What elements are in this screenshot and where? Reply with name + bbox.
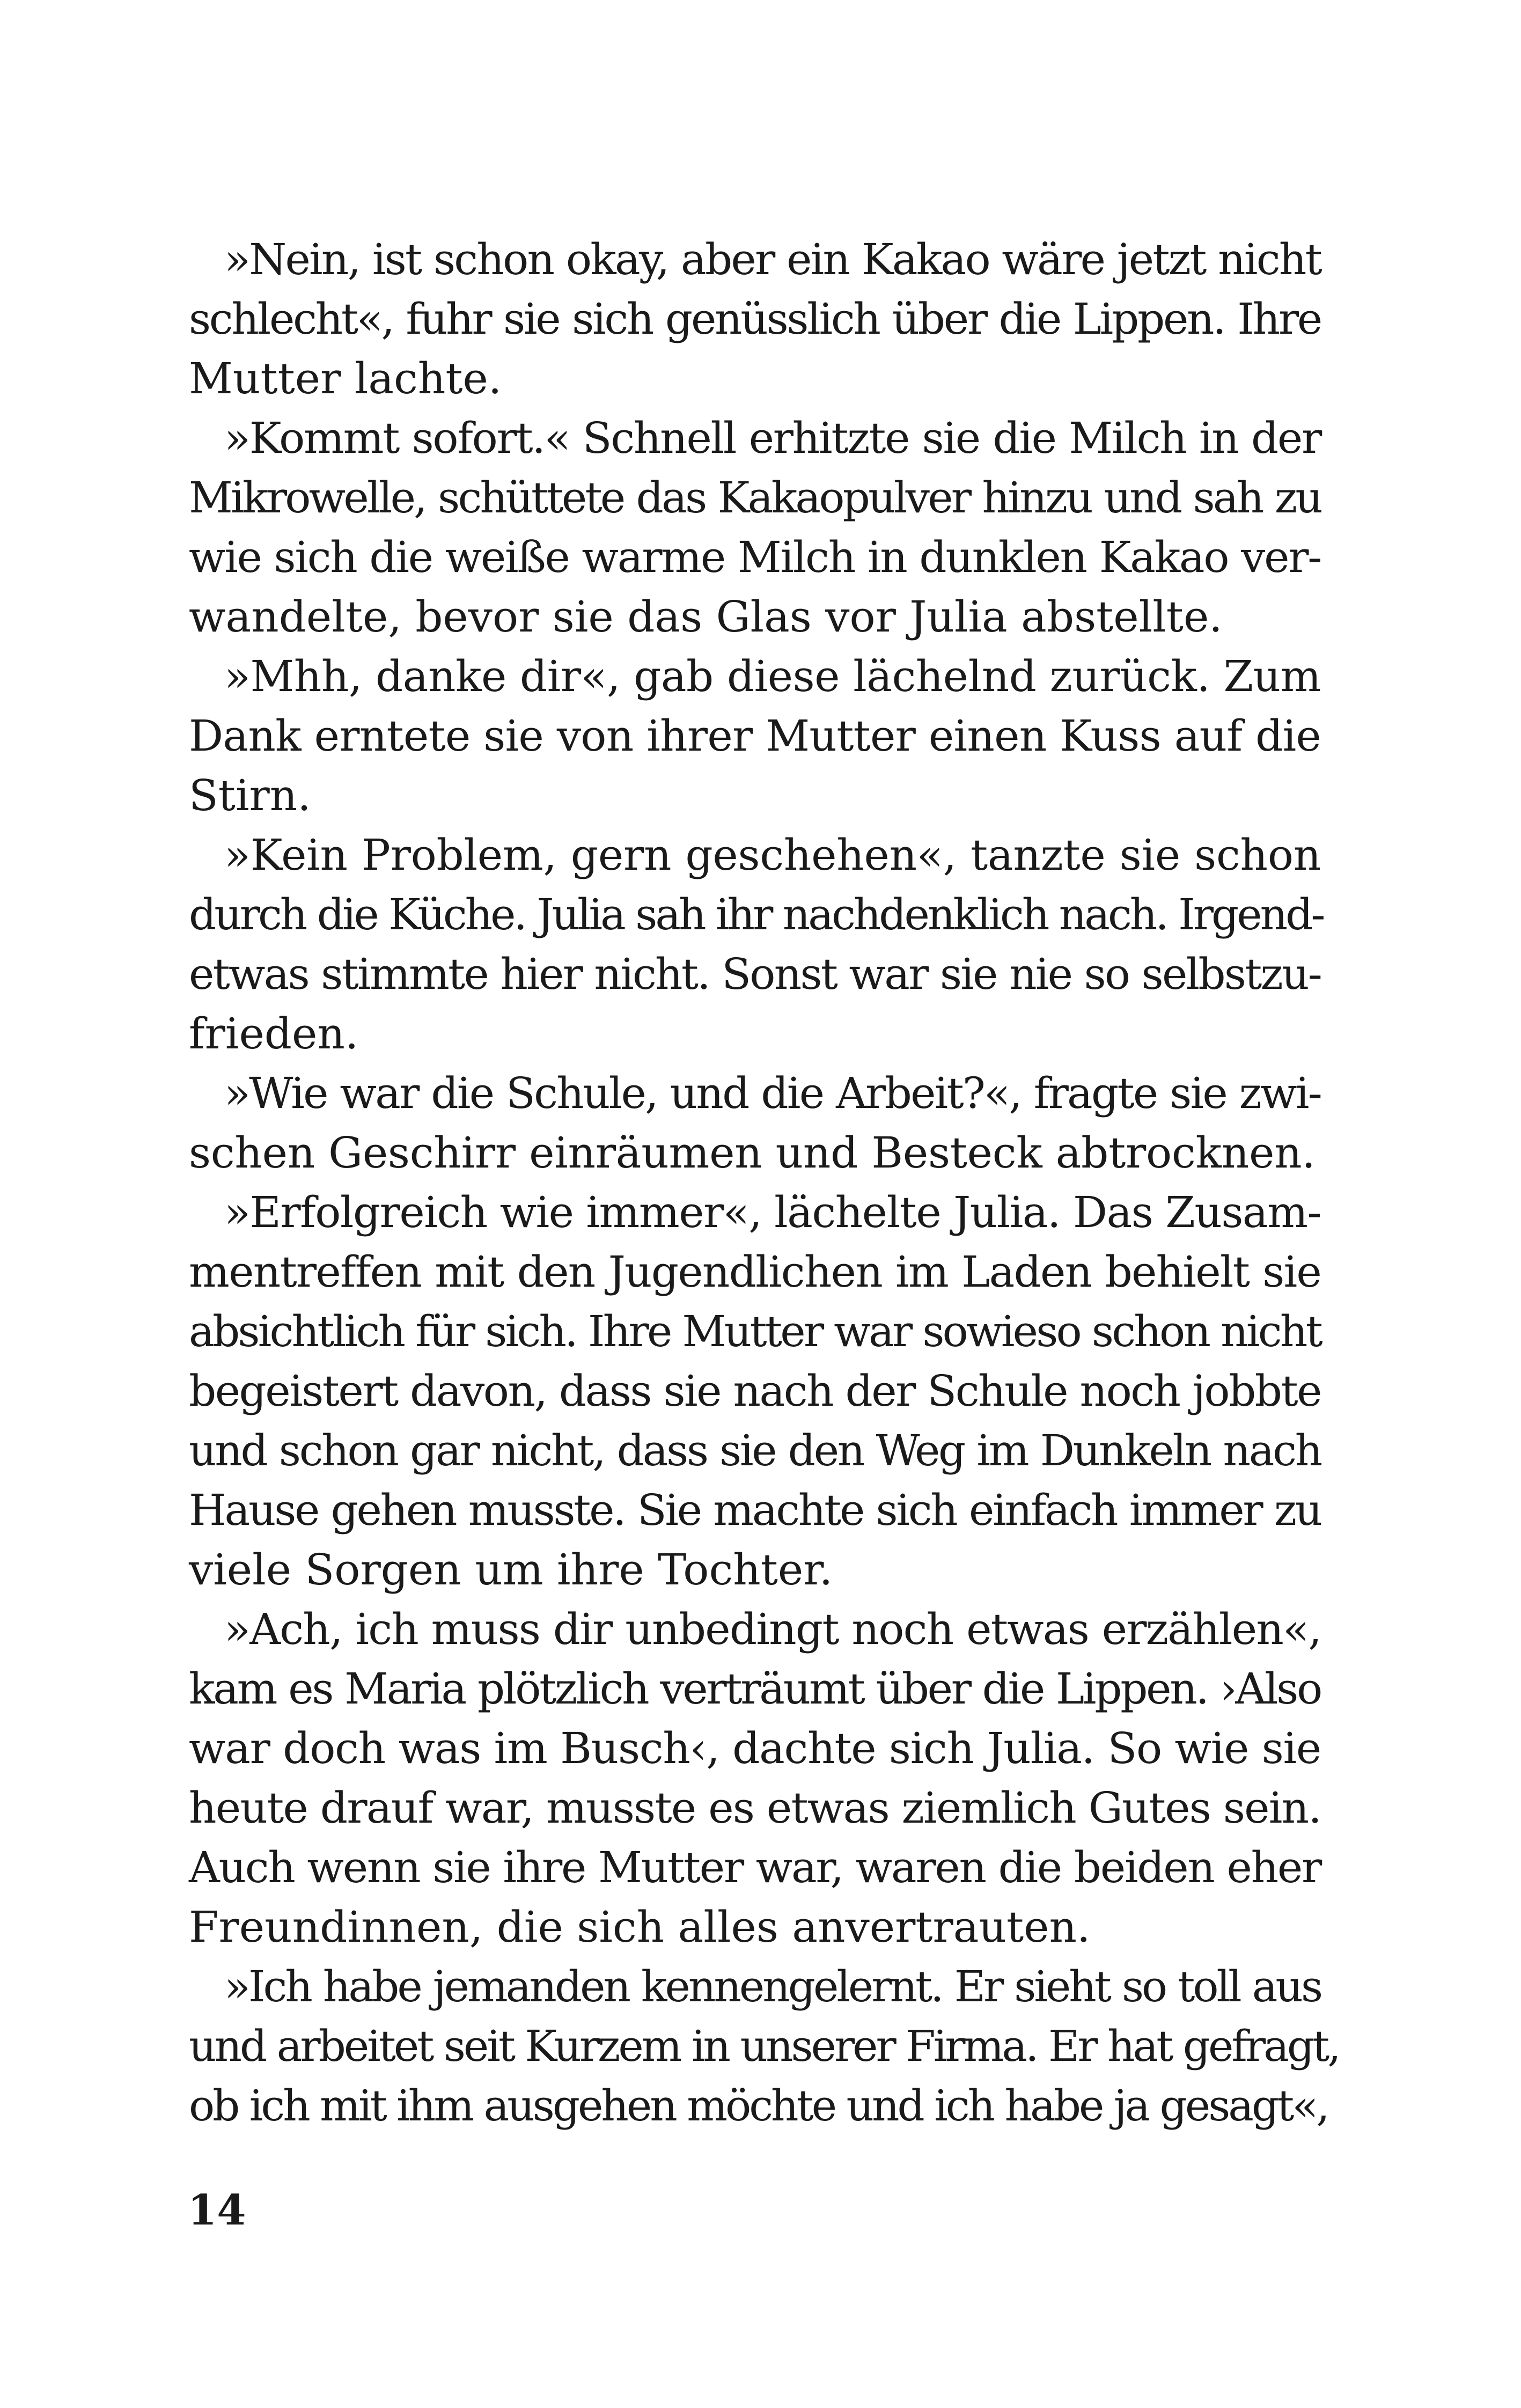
text-line: wandelte, bevor sie das Glas vor Julia abstellte. — [189, 592, 1223, 642]
text-line: etwas stimmte hier nicht. Sonst war sie nie so selbstzu- — [189, 949, 1321, 999]
paragraph — [189, 647, 1321, 825]
paragraph — [189, 1957, 1339, 2135]
text-line: viele Sorgen um ihre Tochter. — [189, 1545, 833, 1595]
paragraph — [189, 408, 1321, 647]
paragraph — [189, 230, 1321, 408]
text-line: schlecht«, fuhr sie sich genüsslich über die Lippen. Ihre — [189, 294, 1321, 344]
text-line: begeistert davon, dass sie nach der Schule noch jobbte — [189, 1366, 1321, 1416]
text-line: Mutter lachte. — [189, 354, 502, 403]
text-line: ob ich mit ihm ausgehen möchte und ich habe ja gesagt«, — [189, 2081, 1328, 2131]
text-line: durch die Küche. Julia sah ihr nachdenklich nach. Irgend- — [189, 890, 1324, 939]
paragraph — [189, 1183, 1321, 1599]
text-line: Freundinnen, die sich alles anvertrauten. — [189, 1902, 1091, 1952]
text-line: Mikrowelle, schüttete das Kakaopulver hinzu und sah zu — [189, 473, 1321, 523]
paragraph — [189, 825, 1324, 1063]
page-number: 14 — [188, 2186, 246, 2235]
text-line: »Wie war die Schule, und die Arbeit?«, fragte sie zwi- — [224, 1068, 1321, 1118]
text-line: wie sich die weiße warme Milch in dunklen Kakao ver- — [189, 532, 1321, 582]
text-line: »Mhh, danke dir«, gab diese lächelnd zurück. Zum — [224, 651, 1321, 701]
text-line: Hause gehen musste. Sie machte sich einfach immer zu — [189, 1485, 1321, 1535]
text-line: mentreffen mit den Jugendlichen im Laden behielt sie — [189, 1247, 1321, 1297]
text-line: war doch was im Busch‹, dachte sich Julia. So wie sie — [189, 1723, 1321, 1773]
text-line: »Kommt sofort.« Schnell erhitzte sie die Milch in der — [224, 413, 1321, 463]
text-line: frieden. — [189, 1009, 359, 1059]
text-line: »Kein Problem, gern geschehen«, tanzte sie schon — [224, 830, 1321, 880]
text-line: »Erfolgreich wie immer«, lächelte Julia. Das Zusam- — [224, 1187, 1321, 1237]
text-line: Stirn. — [189, 770, 311, 820]
text-line: schen Geschirr einräumen und Besteck abtrocknen. — [189, 1128, 1316, 1178]
text-line: und schon gar nicht, dass sie den Weg im Dunkeln nach — [189, 1426, 1321, 1475]
text-line: »Nein, ist schon okay, aber ein Kakao wäre jetzt nicht — [224, 234, 1321, 284]
text-line: »Ach, ich muss dir unbedingt noch etwas erzählen«, — [224, 1604, 1321, 1654]
text-line: Dank erntete sie von ihrer Mutter einen Kuss auf die — [189, 711, 1321, 761]
paragraph — [189, 1599, 1321, 1957]
body-text — [189, 230, 1339, 2135]
text-line: absichtlich für sich. Ihre Mutter war sowieso schon nicht — [189, 1306, 1321, 1356]
text-line: Auch wenn sie ihre Mutter war, waren die beiden eher — [189, 1842, 1321, 1892]
text-line: kam es Maria plötzlich verträumt über die Lippen. ›Also — [189, 1664, 1321, 1714]
text-line: heute drauf war, musste es etwas ziemlich Gutes sein. — [189, 1783, 1321, 1833]
text-line: »Ich habe jemanden kennengelernt. Er sieht so toll aus — [224, 1962, 1321, 2011]
text-line: und arbeitet seit Kurzem in unserer Firma. Er hat gefragt, — [189, 2021, 1339, 2071]
paragraph — [189, 1063, 1321, 1183]
